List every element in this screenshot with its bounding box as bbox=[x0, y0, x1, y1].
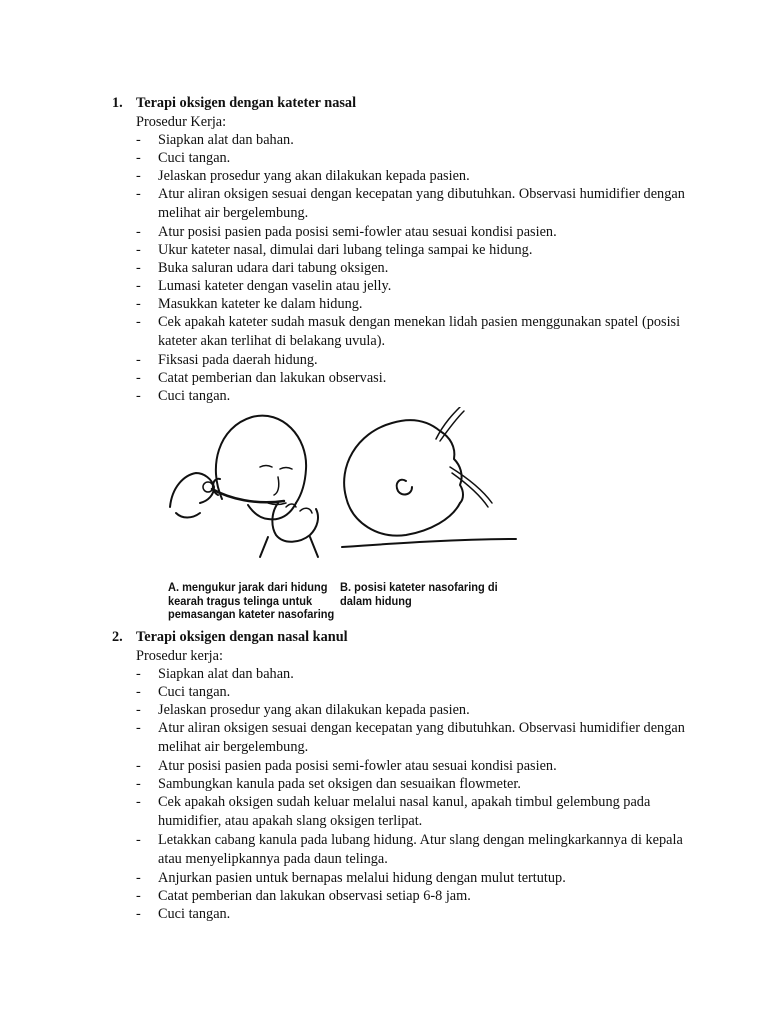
step-item: - Jelaskan prosedur yang akan dilakukan kepada pasien. bbox=[136, 168, 470, 184]
step-item: - Cuci tangan. bbox=[136, 388, 231, 404]
section-1-title: Terapi oksigen dengan kateter nasal bbox=[136, 95, 357, 111]
catheter-drawings bbox=[160, 407, 520, 577]
section-1-heading bbox=[112, 94, 692, 113]
step-item: - Jelaskan prosedur yang akan dilakukan kepada pasien. bbox=[136, 702, 470, 718]
step-item: - Anjurkan pasien untuk bernapas melalui hidung dengan mulut tertutup. bbox=[136, 870, 566, 886]
step-item: - Fiksasi pada daerah hidung. bbox=[136, 352, 318, 368]
step-item: - Catat pemberian dan lakukan observasi setiap 6-8 jam. bbox=[136, 888, 471, 904]
measuring-drawing bbox=[170, 416, 318, 557]
caption-b: B. posisi kateter nasofaring di dalam hidung bbox=[340, 580, 498, 608]
section-1-intro: Prosedur Kerja: bbox=[136, 114, 227, 130]
step-item: - Lumasi kateter dengan vaselin atau jelly. bbox=[136, 278, 392, 294]
section-1-number: 1. bbox=[112, 95, 123, 111]
section-2-steps bbox=[112, 665, 692, 923]
step-item: - Cek apakah kateter sudah masuk dengan menekan lidah pasien menggunakan spatel (posisi kateter akan terlihat di belakang uvula). bbox=[136, 314, 681, 349]
step-item: - Atur aliran oksigen sesuai dengan kecepatan yang dibutuhkan. Observasi humidifier dengan melihat air bergelembung. bbox=[136, 720, 685, 755]
step-item: - Cek apakah oksigen sudah keluar melalui nasal kanul, apakah timbul gelembung pada humidifier, atau apakah slang oksigen terlipat. bbox=[136, 794, 651, 829]
step-item: - Letakkan cabang kanula pada lubang hidung. Atur slang dengan melingkarkannya di kepala atau menyelipkannya pada daun telinga. bbox=[136, 832, 683, 867]
nasopharynx-drawing bbox=[342, 407, 516, 547]
step-item: - Cuci tangan. bbox=[136, 150, 231, 166]
section-2-title: Terapi oksigen dengan nasal kanul bbox=[136, 629, 348, 645]
step-item: - Masukkan kateter ke dalam hidung. bbox=[136, 296, 363, 312]
step-item: - Atur posisi pasien pada posisi semi-fowler atau sesuai kondisi pasien. bbox=[136, 224, 557, 240]
step-item: - Sambungkan kanula pada set oksigen dan sesuaikan flowmeter. bbox=[136, 776, 521, 792]
step-item: - Siapkan alat dan bahan. bbox=[136, 132, 294, 148]
section-2-intro: Prosedur kerja: bbox=[136, 648, 223, 664]
step-item: - Catat pemberian dan lakukan observasi. bbox=[136, 370, 387, 386]
section-2 bbox=[112, 628, 692, 923]
catheter-illustration bbox=[160, 407, 520, 627]
step-item: - Cuci tangan. bbox=[136, 684, 231, 700]
section-1-steps bbox=[112, 131, 692, 405]
step-item: - Ukur kateter nasal, dimulai dari lubang telinga sampai ke hidung. bbox=[136, 242, 533, 258]
step-item: - Siapkan alat dan bahan. bbox=[136, 666, 294, 682]
section-2-number: 2. bbox=[112, 629, 123, 645]
step-item: - Cuci tangan. bbox=[136, 906, 231, 922]
step-item: - Buka saluran udara dari tabung oksigen. bbox=[136, 260, 389, 276]
step-item: - Atur aliran oksigen sesuai dengan kecepatan yang dibutuhkan. Observasi humidifier dengan melihat air bergelembung. bbox=[136, 186, 685, 221]
section-2-heading bbox=[112, 628, 692, 647]
section-1 bbox=[112, 94, 692, 405]
step-item: - Atur posisi pasien pada posisi semi-fowler atau sesuai kondisi pasien. bbox=[136, 758, 557, 774]
caption-a: A. mengukur jarak dari hidung kearah tragus telinga untuk pemasangan kateter nasofaring bbox=[168, 580, 335, 621]
